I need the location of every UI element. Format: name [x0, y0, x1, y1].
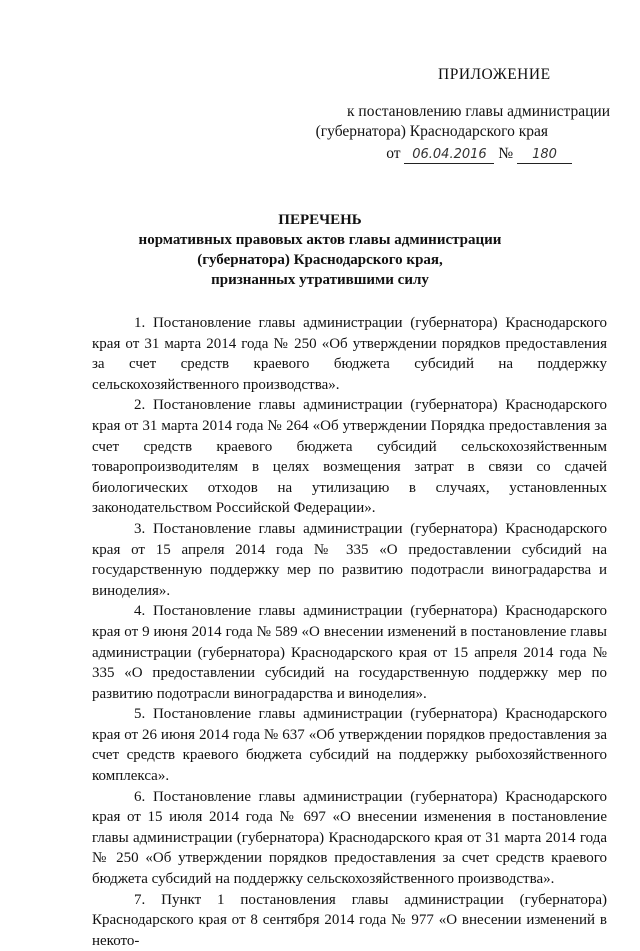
list-item: 7. Пункт 1 постановления главы администрации (губернатора) Краснодарского края от 8 сентября 2014 года № 977 «О внесении изменений в некото-	[92, 891, 607, 949]
list-item: 6. Постановление главы администрации (губернатора) Краснодарского края от 15 июля 2014 года № 697 «О внесении изменения в постановление главы администрации (губернатора) Краснодарского края от 31 марта 2014 года № 250 «Об утверждении порядков предоставления за счет средств краевого бюджета субсидий на поддержку сельскохозяйственного производства».	[92, 788, 607, 888]
from-label: от	[386, 145, 401, 162]
list-item: 2. Постановление главы администрации (губернатора) Краснодарского края от 31 марта 2014 года № 264 «Об утверждении Порядка предоставления за счет средств краевого бюджета субсидий сельскохозяйственным товаропроизводителям в целях возмещения затрат в связи со сдачей биологических отходов на утилизацию в случаях, установленных законодательством Российской Федерации».	[92, 397, 607, 517]
list-item: 1. Постановление главы администрации (губернатора) Краснодарского края от 31 марта 2014 года № 250 «Об утверждении порядков предоставления за счет средств краевого бюджета субсидий на поддержку сельскохозяйственного производства».	[92, 315, 607, 393]
heading-line-2: нормативных правовых актов главы администрации	[138, 232, 502, 248]
heading-line-3: (губернатора) Краснодарского края,	[197, 252, 443, 268]
document-heading	[0, 210, 640, 290]
list-item: 4. Постановление главы администрации (губернатора) Краснодарского края от 9 июня 2014 года № 589 «О внесении изменений в постановление главы администрации (губернатора) Краснодарского края от 15 апреля 2014 года № 335 «О предоставлении субсидий на государственную поддержку мер по развитию подотрасли виноградарства и виноделия».	[92, 603, 607, 702]
handwritten-date: 06.04.2016	[404, 147, 494, 164]
resolution-date-line	[386, 144, 572, 164]
resolution-line-2: (губернатора) Краснодарского края	[315, 123, 548, 140]
number-label: №	[498, 145, 514, 162]
heading-line-1: ПЕРЕЧЕНЬ	[278, 212, 362, 228]
heading-line-4: признанных утратившими силу	[211, 272, 429, 288]
resolution-line-1: к постановлению главы администрации	[347, 103, 610, 120]
list-item: 5. Постановление главы администрации (губернатора) Краснодарского края от 26 июня 2014 года № 637 «Об утверждении порядков предоставления за счет средств краевого бюджета субсидий на поддержку рыбохозяйственного комплекса».	[92, 706, 607, 785]
document-body	[92, 313, 607, 951]
handwritten-number: 180	[517, 147, 572, 164]
appendix-title: ПРИЛОЖЕНИЕ	[438, 66, 551, 83]
list-item: 3. Постановление главы администрации (губернатора) Краснодарского края от 15 апреля 2014 года № 335 «О предоставлении субсидий на государственную поддержку мер по развитию подотрасли виноградарства и виноделия».	[92, 520, 607, 599]
